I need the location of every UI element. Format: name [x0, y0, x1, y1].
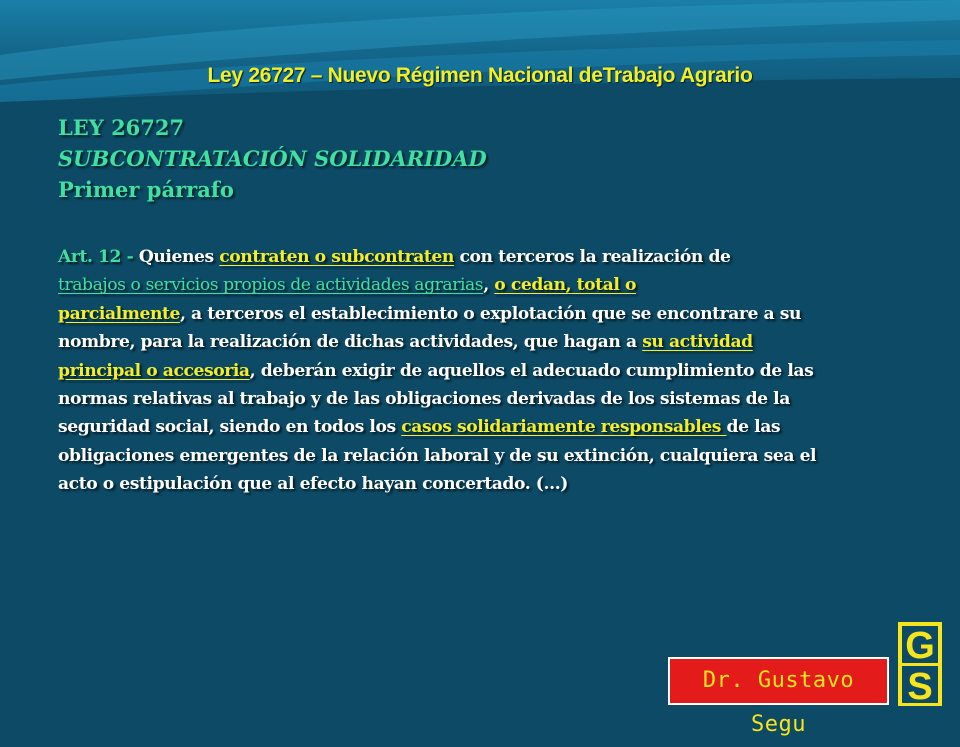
decorative-swoosh [0, 0, 960, 110]
article-text-run: de las [726, 417, 781, 438]
article-text-run: Quienes [138, 247, 220, 267]
article-text-run: , deberán exigir de aquellos el adecuado cumplimiento de las [249, 360, 814, 381]
gs-logo-icon [898, 622, 942, 706]
highlight-yellow: contraten o subcontraten [219, 247, 454, 267]
article-line [58, 357, 918, 385]
highlight-yellow: parcialmente [58, 303, 180, 324]
article-line [58, 300, 918, 328]
slide-title: Ley 26727 – Nuevo Régimen Nacional deTrabajo Agrario [207, 64, 753, 87]
highlight-green: trabajos o servicios propios de actividades agrarias [58, 275, 484, 296]
highlight-yellow: casos solidariamente responsables [401, 417, 727, 438]
article-line [58, 243, 918, 271]
logo-letter-g: G [905, 625, 935, 667]
article-text-run: acto o estipulación que al efecto hayan concertado. (…) [58, 474, 568, 495]
article-text-run: con terceros la realización de [453, 247, 731, 267]
section-heading [58, 112, 487, 205]
article-text-run: , a terceros el establecimiento o explotación que se encontrare a su [179, 303, 802, 324]
article-text [58, 243, 918, 499]
highlight-yellow: su actividad [642, 332, 753, 353]
heading-topic: SUBCONTRATACIÓN SOLIDARIDAD [58, 146, 487, 171]
article-line [58, 271, 918, 299]
heading-paragraph: Primer párrafo [58, 177, 234, 202]
signature-banner: Dr. Gustavo Segu [668, 657, 889, 705]
article-text-run: seguridad social, siendo en todos los [58, 417, 402, 438]
heading-law-number: LEY 26727 [58, 115, 185, 140]
article-line [58, 328, 918, 356]
logo-letter-s: S [907, 666, 933, 706]
article-text-run: normas relativas al trabajo y de las obligaciones derivadas de los sistemas de la [58, 389, 790, 410]
article-line [58, 442, 918, 470]
article-label: Art. 12 - [58, 247, 139, 267]
article-text-run: nombre, para la realización de dichas actividades, que hagan a [58, 332, 643, 353]
article-text-run: obligaciones emergentes de la relación laboral y de su extinción, cualquiera sea el [58, 445, 817, 466]
header-band [0, 0, 960, 110]
article-line [58, 413, 918, 441]
article-line [58, 470, 918, 498]
article-line [58, 385, 918, 413]
highlight-yellow: o cedan, total o [494, 275, 636, 296]
highlight-yellow: principal o accesoria [58, 360, 250, 381]
article-text-run: , [483, 275, 495, 296]
